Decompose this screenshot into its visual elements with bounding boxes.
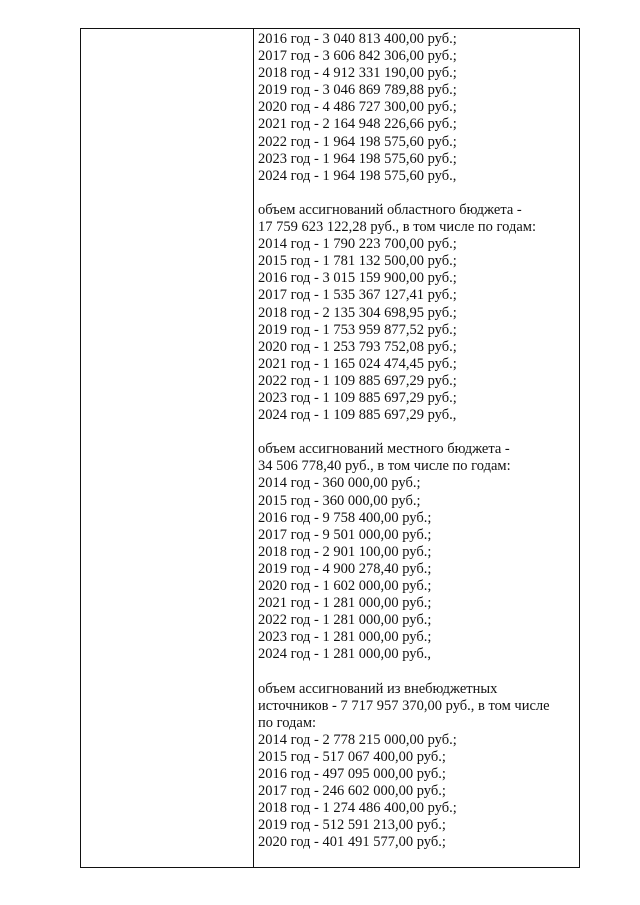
regional-year-line: 2019 год - 1 753 959 877,52 руб.; bbox=[258, 321, 457, 338]
federal-year-line: 2017 год - 3 606 842 306,00 руб.; bbox=[258, 48, 457, 65]
local-heading-line: объем ассигнований местного бюджета - bbox=[258, 441, 510, 458]
local-heading-line: 34 506 778,40 руб., в том числе по годам: bbox=[258, 458, 511, 475]
local-year-line: 2016 год - 9 758 400,00 руб.; bbox=[258, 509, 432, 526]
paragraph-gap bbox=[258, 424, 576, 441]
federal-year-line: 2024 год - 1 964 198 575,60 руб., bbox=[258, 167, 457, 184]
federal-year-line: 2023 год - 1 964 198 575,60 руб.; bbox=[258, 150, 457, 167]
local-year-line: 2023 год - 1 281 000,00 руб.; bbox=[258, 629, 432, 646]
federal-budget-block bbox=[258, 31, 576, 185]
local-year-line: 2022 год - 1 281 000,00 руб.; bbox=[258, 612, 432, 629]
regional-year-line: 2023 год - 1 109 885 697,29 руб.; bbox=[258, 389, 457, 406]
funding-cell bbox=[258, 31, 576, 852]
extrabudgetary-block bbox=[258, 681, 576, 852]
federal-year-line: 2016 год - 3 040 813 400,00 руб.; bbox=[258, 31, 457, 47]
regional-heading-line: 17 759 623 122,28 руб., в том числе по годам: bbox=[258, 219, 536, 236]
regional-year-line: 2015 год - 1 781 132 500,00 руб.; bbox=[258, 253, 457, 270]
regional-year-line: 2017 год - 1 535 367 127,41 руб.; bbox=[258, 287, 457, 304]
extrabudgetary-heading-line: по годам: bbox=[258, 714, 317, 731]
paragraph-gap bbox=[258, 663, 576, 680]
extrabudgetary-heading-line: объем ассигнований из внебюджетных bbox=[258, 680, 498, 697]
regional-year-line: 2022 год - 1 109 885 697,29 руб.; bbox=[258, 372, 457, 389]
funding-table bbox=[80, 28, 580, 868]
local-year-line: 2014 год - 360 000,00 руб.; bbox=[258, 475, 421, 492]
regional-year-line: 2014 год - 1 790 223 700,00 руб.; bbox=[258, 236, 457, 253]
federal-year-line: 2019 год - 3 046 869 789,88 руб.; bbox=[258, 82, 457, 99]
federal-year-line: 2021 год - 2 164 948 226,66 руб.; bbox=[258, 116, 457, 133]
regional-year-line: 2018 год - 2 135 304 698,95 руб.; bbox=[258, 304, 457, 321]
extrabudgetary-year-line: 2017 год - 246 602 000,00 руб.; bbox=[258, 783, 446, 800]
federal-year-line: 2018 год - 4 912 331 190,00 руб.; bbox=[258, 65, 457, 82]
local-year-line: 2019 год - 4 900 278,40 руб.; bbox=[258, 560, 432, 577]
extrabudgetary-year-line: 2018 год - 1 274 486 400,00 руб.; bbox=[258, 800, 457, 817]
federal-year-line: 2020 год - 4 486 727 300,00 руб.; bbox=[258, 99, 457, 116]
regional-year-line: 2021 год - 1 165 024 474,45 руб.; bbox=[258, 355, 457, 372]
extrabudgetary-heading-line: источников - 7 717 957 370,00 руб., в том числе bbox=[258, 697, 550, 714]
extrabudgetary-year-line: 2019 год - 512 591 213,00 руб.; bbox=[258, 817, 446, 834]
regional-year-line: 2024 год - 1 109 885 697,29 руб., bbox=[258, 407, 457, 424]
column-divider bbox=[253, 29, 254, 867]
local-year-line: 2021 год - 1 281 000,00 руб.; bbox=[258, 595, 432, 612]
extrabudgetary-year-line: 2014 год - 2 778 215 000,00 руб.; bbox=[258, 731, 457, 748]
local-year-line: 2024 год - 1 281 000,00 руб., bbox=[258, 646, 431, 663]
regional-heading-line: объем ассигнований областного бюджета - bbox=[258, 201, 522, 218]
extrabudgetary-year-line: 2020 год - 401 491 577,00 руб.; bbox=[258, 834, 446, 851]
federal-year-line: 2022 год - 1 964 198 575,60 руб.; bbox=[258, 133, 457, 150]
regional-year-line: 2016 год - 3 015 159 900,00 руб.; bbox=[258, 270, 457, 287]
local-year-line: 2015 год - 360 000,00 руб.; bbox=[258, 492, 421, 509]
regional-year-line: 2020 год - 1 253 793 752,08 руб.; bbox=[258, 338, 457, 355]
paragraph-gap bbox=[258, 185, 576, 202]
local-budget-block bbox=[258, 441, 576, 663]
extrabudgetary-year-line: 2016 год - 497 095 000,00 руб.; bbox=[258, 766, 446, 783]
local-year-line: 2020 год - 1 602 000,00 руб.; bbox=[258, 578, 432, 594]
local-year-line: 2018 год - 2 901 100,00 руб.; bbox=[258, 543, 432, 560]
local-year-line: 2017 год - 9 501 000,00 руб.; bbox=[258, 526, 432, 543]
regional-budget-block bbox=[258, 202, 576, 424]
extrabudgetary-year-line: 2015 год - 517 067 400,00 руб.; bbox=[258, 748, 446, 765]
